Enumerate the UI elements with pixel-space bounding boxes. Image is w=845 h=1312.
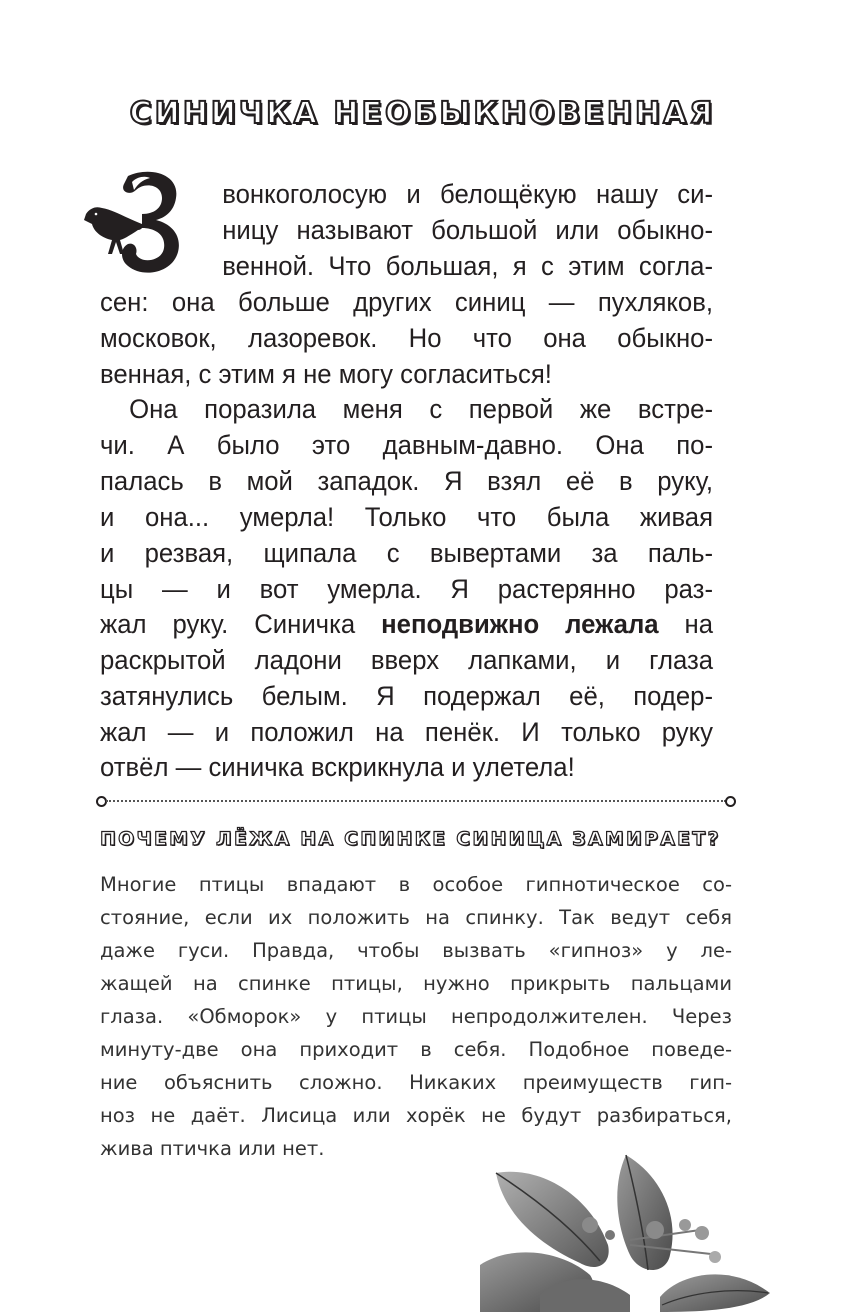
text-line: палась в мой западок. Я взял её в руку, xyxy=(100,466,714,496)
text-line: чи. А было это давным-давно. Она по- xyxy=(100,430,714,460)
text-span: на xyxy=(658,609,714,639)
text-line: отвёл — синичка вскрикнула и улетела! xyxy=(100,752,575,782)
sidebar-line: глаза. «Обморок» у птицы непродолжителен. Через xyxy=(100,1005,732,1028)
text-line: сен: она больше других синиц — пухляков, xyxy=(100,287,714,317)
circle-icon xyxy=(725,796,736,807)
text-line: вонкоголосую и белощёкую нашу си- xyxy=(222,179,714,209)
text-line: затянулись белым. Я подержал её, подер- xyxy=(100,681,714,711)
text-line: Она поразила меня с первой же встре- xyxy=(129,394,714,424)
dotted-line xyxy=(106,800,726,802)
sidebar-line: жива птичка или нет. xyxy=(100,1137,325,1160)
sidebar-line: минуту-две она приходит в себя. Подобное поведе- xyxy=(100,1038,732,1061)
leaves-illustration xyxy=(480,1145,780,1312)
sidebar-title: ПОЧЕМУ ЛЁЖА НА СПИНКЕ СИНИЦА ЗАМИРАЕТ? xyxy=(100,828,721,850)
drop-cap-bird-icon xyxy=(80,168,190,278)
text-line: цы — и вот умерла. Я растерянно раз- xyxy=(100,574,714,604)
sidebar-line: даже гуси. Правда, чтобы вызвать «гипноз» у ле- xyxy=(100,939,732,962)
text-line-with-bold xyxy=(100,606,713,642)
text-line: венная, с этим я не могу согласиться! xyxy=(100,359,552,389)
sidebar-line: Многие птицы впадают в особое гипнотическое со- xyxy=(100,873,732,896)
dotted-divider xyxy=(96,796,736,806)
sidebar-line: ноз не даёт. Лисица или хорёк не будут разбираться, xyxy=(100,1104,732,1127)
bold-phrase: неподвижно лежала xyxy=(381,609,659,639)
sidebar-line: стояние, если их положить на спинку. Так ведут себя xyxy=(100,906,732,929)
text-line: московок, лазоревок. Но что она обыкно- xyxy=(100,323,714,353)
text-line: и она... умерла! Только что была живая xyxy=(100,502,714,532)
page-title: СИНИЧКА НЕОБЫКНОВЕННАЯ xyxy=(129,96,716,131)
sidebar-line: жащей на спинке птицы, нужно прикрыть пальцами xyxy=(100,972,732,995)
text-line: и резвая, щипала с вывертами за паль- xyxy=(100,538,714,568)
text-line: венной. Что большая, я с этим согла- xyxy=(222,251,714,281)
sidebar-line: ние объяснить сложно. Никаких преимуществ гип- xyxy=(100,1071,732,1094)
text-line: раскрытой ладони вверх лапками, и глаза xyxy=(100,645,714,675)
text-line: жал — и положил на пенёк. И только руку xyxy=(100,717,714,747)
text-line: ницу называют большой или обыкно- xyxy=(222,215,714,245)
text-span: жал руку. Синичка xyxy=(100,609,382,639)
